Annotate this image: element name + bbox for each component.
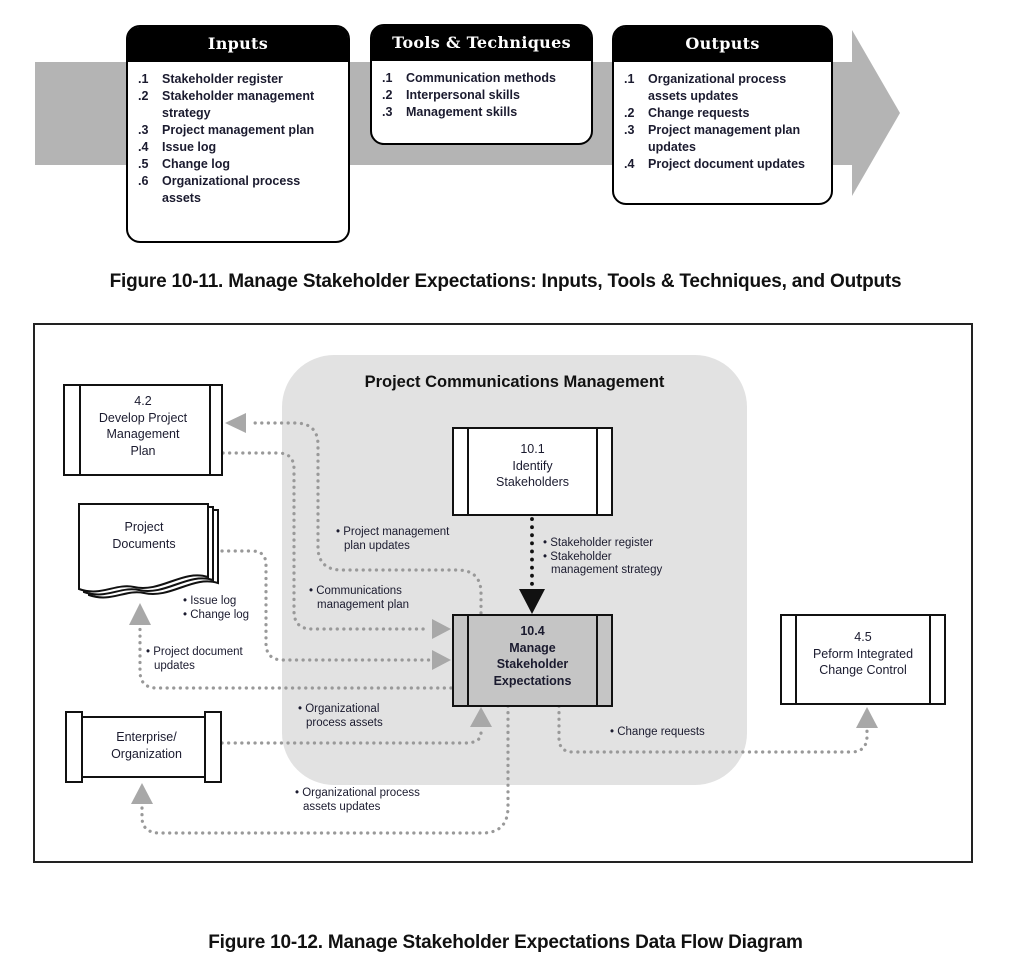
itto-flow-arrow-head	[852, 30, 900, 196]
inputs-box	[126, 25, 350, 243]
input-item: .3 Project management plan	[138, 123, 315, 137]
tool-item: .3 Management skills	[382, 105, 518, 119]
tools-techniques-list	[372, 61, 591, 127]
label-logs: • Issue log • Change log	[183, 595, 250, 621]
output-item: .2 Change requests	[624, 106, 750, 120]
inputs-list	[128, 62, 348, 213]
pcm-region-title: Project Communications Management	[364, 373, 665, 391]
project-documents-label: Project Documents	[112, 520, 176, 551]
input-item: .4 Issue log	[138, 140, 217, 154]
label-opa: • Organizational process assets	[298, 703, 383, 729]
inputs-header: Inputs	[128, 27, 348, 62]
perform-icc-label: 4.5 Peform Integrated Change Control	[812, 630, 914, 677]
input-item: .5 Change log	[138, 157, 231, 171]
tools-techniques-header: Tools & Techniques	[372, 26, 591, 61]
output-item: .3 Project management plan updates	[624, 123, 801, 154]
data-flow-diagram	[33, 323, 973, 863]
identify-stakeholders-label: 10.1 Identify Stakeholders	[496, 442, 569, 489]
output-item: .1 Organizational process assets updates	[624, 72, 787, 103]
label-stakeholder-info: • Stakeholder register • Stakeholder management strategy	[543, 537, 663, 576]
tools-techniques-box	[370, 24, 593, 145]
tool-item: .1 Communication methods	[382, 71, 557, 85]
outputs-header: Outputs	[614, 27, 831, 62]
enterprise-organization-label: Enterprise/ Organization	[111, 730, 182, 761]
outputs-box	[612, 25, 833, 205]
manage-stakeholder-expectations-label: 10.4 Manage Stakeholder Expectations	[493, 624, 572, 688]
input-item: .2 Stakeholder management strategy	[138, 89, 315, 120]
label-pmp-updates: • Project management plan updates	[336, 526, 450, 552]
input-item: .1 Stakeholder register	[138, 72, 283, 86]
figure-10-11-caption: Figure 10-11. Manage Stakeholder Expectations: Inputs, Tools & Techniques, and Outputs	[109, 271, 902, 292]
label-doc-updates: • Project document updates	[146, 646, 243, 672]
outputs-list	[614, 62, 831, 179]
input-item: .6 Organizational process assets	[138, 174, 301, 205]
develop-pmp-label: 4.2 Develop Project Management Plan	[98, 394, 188, 458]
tool-item: .2 Interpersonal skills	[382, 88, 520, 102]
output-item: .4 Project document updates	[624, 157, 805, 171]
label-change-requests: • Change requests	[610, 726, 705, 738]
label-opa-updates: • Organizational process assets updates	[295, 787, 420, 813]
figure-10-12-caption: Figure 10-12. Manage Stakeholder Expectations Data Flow Diagram	[208, 932, 803, 953]
label-comm-plan: • Communications management plan	[309, 585, 410, 611]
